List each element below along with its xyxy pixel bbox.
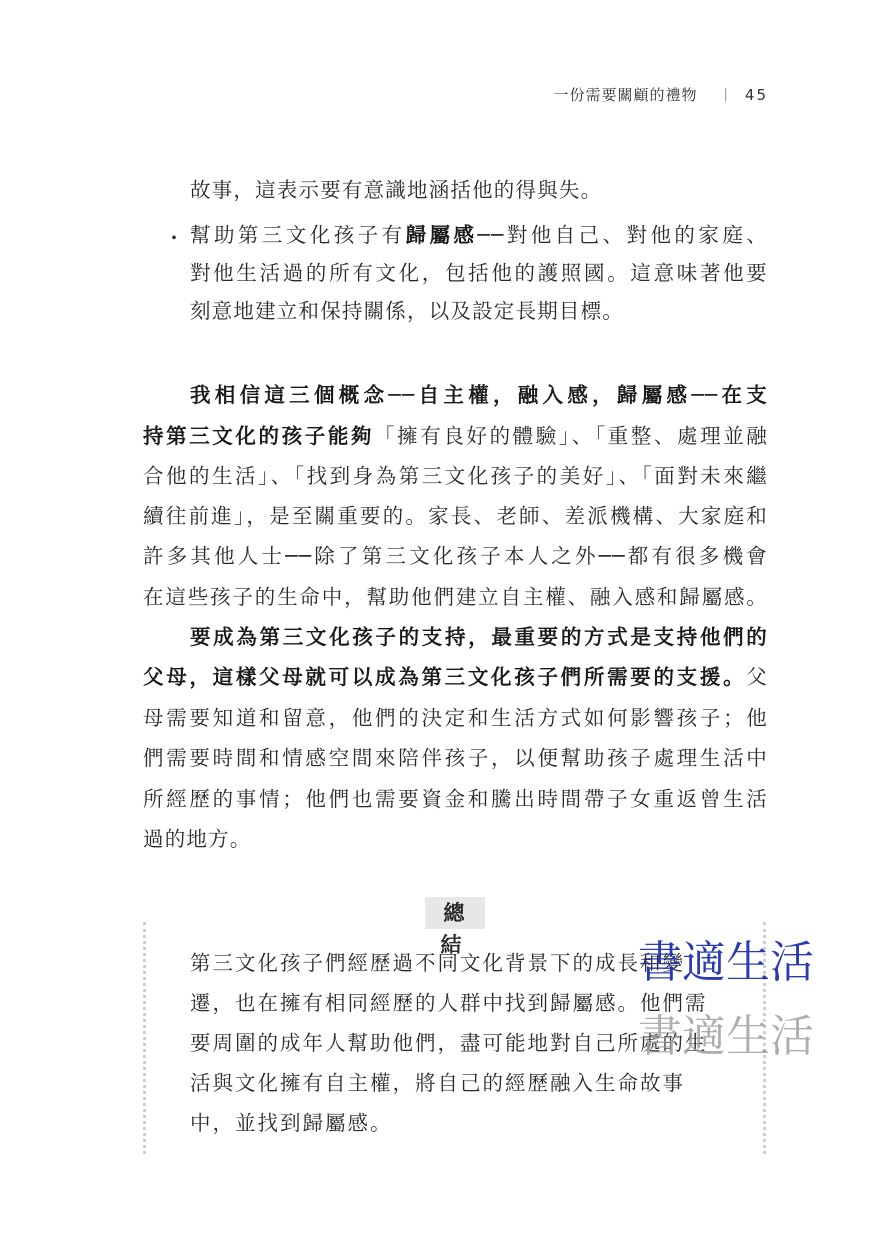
para-line: 們需要時間和情感空間來陪伴孩子，以便幫助孩子處理生活中 [143,746,768,770]
bullet-line: 幫助第三文化孩子有歸屬感──對他自己、對他的家庭、 [190,223,768,247]
watermark-blue: 書適生活 [638,937,814,988]
text-line: 故事，這表示要有意識地涵括他的得與失。 [190,178,603,202]
header-separator: | [723,87,729,102]
summary-title: 總結 [425,897,485,929]
watermark-gray: 書適生活 [638,1011,814,1062]
bullet-line: 刻意地建立和保持關係，以及設定長期目標。 [190,299,624,323]
para-line: 續往前進」，是至關重要的。家長、老師、差派機構、大家庭和 [143,504,768,528]
para-line: 父母，這樣父母就可以成為第三文化孩子們所需要的支援。父 [143,665,768,689]
bold-term: 歸屬感 [405,223,478,247]
para-line: 母需要知道和留意，他們的決定和生活方式如何影響孩子；他 [143,706,768,730]
summary-border-left [143,922,146,1154]
para-line: 所經歷的事情；他們也需要資金和騰出時間帶子女重返曾生活 [143,787,768,811]
bullet-dot: ・ [164,226,184,250]
para-line: 過的地方。 [143,827,252,851]
para-line: 在這些孩子的生命中，幫助他們建立自主權、融入感和歸屬感。 [143,585,768,609]
bullet-line: 對他生活過的所有文化，包括他的護照國。這意味著他要 [190,261,768,285]
para-line: 要成為第三文化孩子的支持，最重要的方式是支持他們的 [190,625,768,649]
page-number: 45 [744,85,768,104]
summary-line: 活與文化擁有自主權，將自己的經歷融入生命故事 [190,1071,685,1095]
summary-line: 要周圍的成年人幫助他們，盡可能地對自己所處的生 [190,1031,708,1055]
summary-line: 遷，也在擁有相同經歷的人群中找到歸屬感。他們需 [190,991,708,1015]
para-line: 許多其他人士──除了第三文化孩子本人之外──都有很多機會 [143,544,768,568]
summary-line: 中，並找到歸屬感。 [190,1111,393,1135]
para-line: 合他的生活」、「找到身為第三文化孩子的美好」、「面對未來繼 [143,464,768,488]
chapter-title: 一份需要關顧的禮物 [553,86,698,104]
para-line: 持第三文化的孩子能夠「擁有良好的體驗」、「重整、處理並融 [143,424,769,448]
running-header [554,84,769,105]
summary-line: 第三文化孩子們經歷過不同文化背景下的成長和變 [190,951,685,975]
para-line: 我相信這三個概念──自主權，融入感，歸屬感──在支 [190,383,768,407]
